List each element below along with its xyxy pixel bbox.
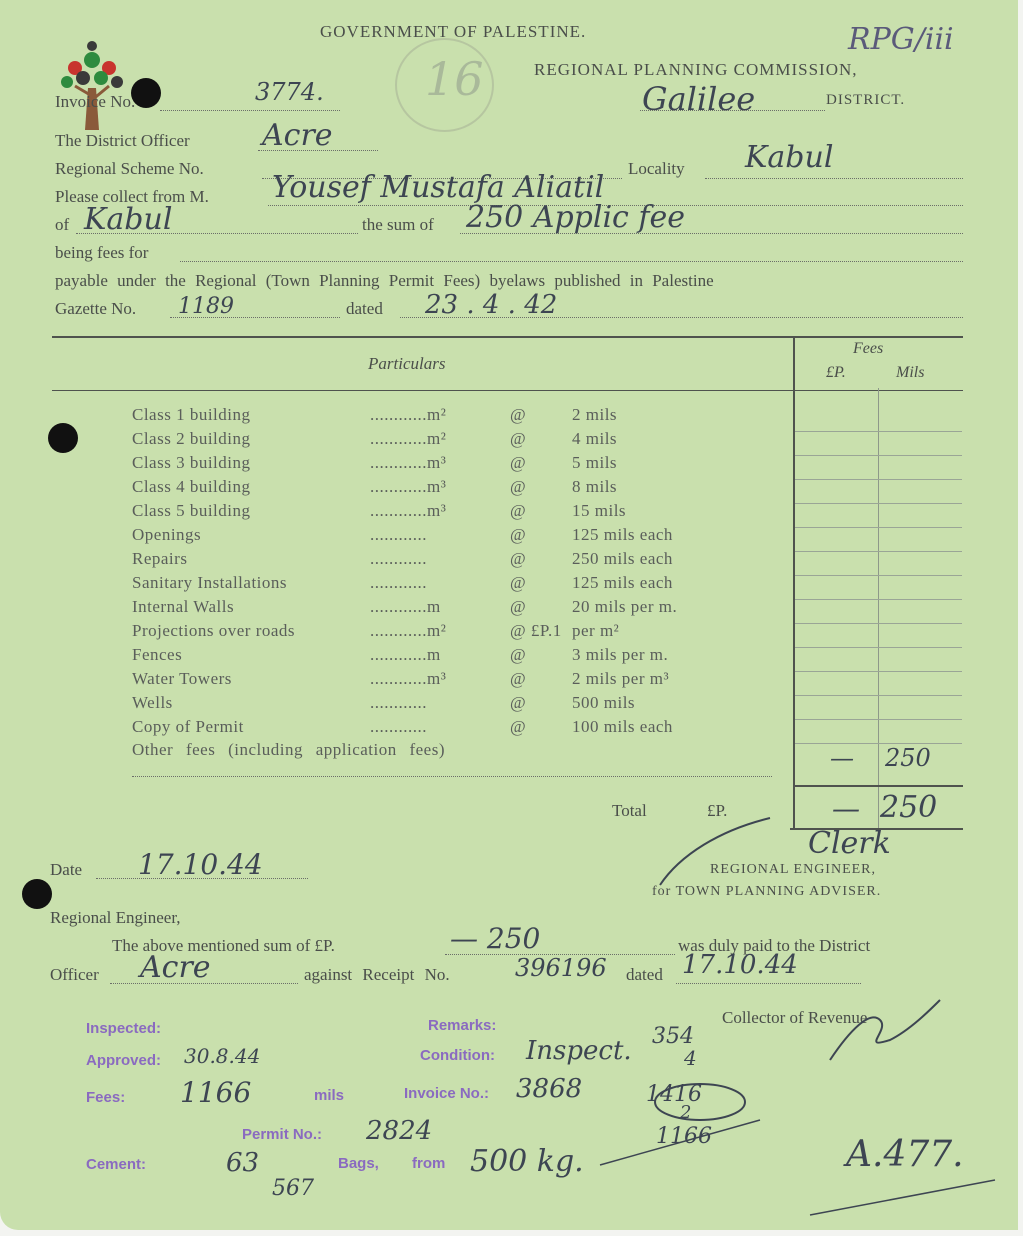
total-lp: — bbox=[832, 792, 860, 825]
stamp-bags-value: 500 kg. bbox=[470, 1144, 584, 1179]
fees-cell-divider bbox=[795, 551, 962, 552]
row-at: @ £P.1 bbox=[510, 621, 562, 640]
mils-header: Mils bbox=[896, 364, 925, 381]
receipt-addressee: Regional Engineer, bbox=[50, 908, 181, 927]
row-at: @ bbox=[510, 501, 527, 520]
row-unit: ............m² bbox=[370, 405, 447, 424]
fees-cell-divider bbox=[795, 575, 962, 576]
of-place-value: Kabul bbox=[84, 202, 173, 237]
table-top-rule bbox=[52, 336, 963, 338]
district-label: DISTRICT. bbox=[826, 92, 906, 108]
archive-tree-logo bbox=[55, 38, 129, 134]
stamp-cement-label: Cement: bbox=[86, 1156, 147, 1173]
other-fees-mils: 250 bbox=[885, 744, 931, 772]
calc-strokes bbox=[590, 1060, 770, 1170]
row-rate: 3 mils per m. bbox=[572, 645, 669, 664]
row-at: @ bbox=[510, 477, 527, 496]
engineer-title: REGIONAL ENGINEER, bbox=[710, 862, 877, 877]
row-unit: ............m³ bbox=[370, 453, 447, 472]
calc-c: 1416 bbox=[646, 1082, 702, 1107]
row-unit: ............ bbox=[370, 693, 427, 712]
row-item: Repairs bbox=[132, 549, 188, 568]
stamp-mils-label: mils bbox=[314, 1087, 345, 1104]
government-heading: GOVERNMENT OF PALESTINE. bbox=[320, 22, 587, 41]
adviser-title: for TOWN PLANNING ADVISER. bbox=[652, 884, 882, 899]
commission-heading: REGIONAL PLANNING COMMISSION, bbox=[534, 60, 858, 79]
receipt-officer-label: Officer bbox=[50, 965, 99, 984]
row-item: Class 2 building bbox=[132, 429, 251, 448]
row-unit: ............m³ bbox=[370, 477, 447, 496]
punch-hole bbox=[131, 78, 161, 108]
district-officer-label: The District Officer bbox=[55, 131, 190, 150]
row-rate: 8 mils bbox=[572, 477, 618, 496]
fees-for-label: being fees for bbox=[55, 243, 149, 262]
receipt-date: 17.10.44 bbox=[682, 950, 798, 980]
row-unit: ............ bbox=[370, 717, 427, 736]
total-mils: 250 bbox=[880, 790, 938, 825]
row-rate: 2 mils bbox=[572, 405, 618, 424]
total-currency: £P. bbox=[707, 801, 728, 820]
total-top-rule bbox=[793, 785, 963, 787]
calc-d: 2 bbox=[680, 1102, 692, 1123]
row-unit: ............m bbox=[370, 597, 441, 616]
row-rate: 125 mils each bbox=[572, 573, 673, 592]
locality-label: Locality bbox=[628, 159, 685, 178]
collect-from-value: Yousef Mustafa Aliatil bbox=[272, 170, 605, 205]
stamp-approved-label: Approved: bbox=[86, 1052, 161, 1069]
receipt-text-1: The above mentioned sum of £P. bbox=[112, 936, 335, 955]
row-item: Class 3 building bbox=[132, 453, 251, 472]
row-unit: ............ bbox=[370, 549, 427, 568]
gazette-label: Gazette No. bbox=[55, 299, 137, 318]
fees-cell-divider bbox=[795, 671, 962, 672]
sum-value: 250 Applic fee bbox=[466, 200, 686, 235]
corner-reference: RPG/iii bbox=[848, 22, 954, 57]
collector-label: Collector of Revenue bbox=[722, 1008, 868, 1027]
of-label: of bbox=[55, 215, 70, 234]
row-item: Openings bbox=[132, 525, 202, 544]
row-at: @ bbox=[510, 429, 527, 448]
fees-cell-divider bbox=[795, 647, 962, 648]
invoice-label: Invoice No. bbox=[55, 92, 136, 111]
stamp-condition-label: Condition: bbox=[420, 1047, 495, 1064]
receipt-dated-label: dated bbox=[626, 965, 663, 984]
row-unit: ............m² bbox=[370, 429, 447, 448]
row-item: Class 4 building bbox=[132, 477, 251, 496]
stamp-approved-value: 30.8.44 bbox=[184, 1044, 261, 1068]
fees-cell-divider bbox=[795, 431, 962, 432]
row-unit: ............ bbox=[370, 573, 427, 592]
stamp-cement-value: 63 bbox=[226, 1148, 260, 1178]
row-at: @ bbox=[510, 669, 527, 688]
stamp-remarks-label: Remarks: bbox=[428, 1017, 497, 1034]
gazette-number: 1189 bbox=[178, 294, 234, 319]
fees-cell-divider bbox=[795, 719, 962, 720]
engineer-signature: Clerk bbox=[808, 826, 891, 861]
row-item: Internal Walls bbox=[132, 597, 235, 616]
locality-value: Kabul bbox=[745, 140, 834, 175]
fees-cell-divider bbox=[795, 695, 962, 696]
row-at: @ bbox=[510, 573, 527, 592]
scheme-label: Regional Scheme No. bbox=[55, 159, 204, 178]
fees-cell-divider bbox=[795, 455, 962, 456]
row-item: Copy of Permit bbox=[132, 717, 244, 736]
row-at: @ bbox=[510, 453, 527, 472]
fees-cell-divider bbox=[795, 479, 962, 480]
other-fees-lp: — bbox=[830, 744, 854, 772]
row-rate: 5 mils bbox=[572, 453, 618, 472]
punch-hole bbox=[48, 423, 78, 453]
row-at: @ bbox=[510, 645, 527, 664]
particulars-header: Particulars bbox=[368, 354, 446, 373]
fees-cell-divider bbox=[795, 527, 962, 528]
fees-cell-divider bbox=[795, 599, 962, 600]
fees-cell-divider bbox=[795, 503, 962, 504]
collect-label: Please collect from M. bbox=[55, 187, 209, 206]
row-rate: 2 mils per m³ bbox=[572, 669, 670, 688]
row-at: @ bbox=[510, 405, 527, 424]
stamp-inspected-label: Inspected: bbox=[86, 1020, 162, 1037]
gazette-date: 23 . 4 . 42 bbox=[425, 290, 558, 320]
row-rate: 100 mils each bbox=[572, 717, 673, 736]
payable-text: payable under the Regional (Town Planning Permit Fees) byelaws published in Palestine bbox=[55, 271, 714, 290]
row-at: @ bbox=[510, 597, 527, 616]
row-rate: 4 mils bbox=[572, 429, 618, 448]
row-item: Class 1 building bbox=[132, 405, 251, 424]
fees-column-rule bbox=[793, 336, 795, 830]
date-label: Date bbox=[50, 860, 83, 879]
row-rate: per m² bbox=[572, 621, 620, 640]
signature-flourish bbox=[650, 810, 800, 890]
row-item: Projections over roads bbox=[132, 621, 296, 640]
gazette-dated-label: dated bbox=[346, 299, 383, 318]
folio-number: 16 bbox=[425, 52, 484, 106]
receipt-officer-value: Acre bbox=[140, 950, 211, 985]
row-unit: ............ bbox=[370, 525, 427, 544]
fees-cell-divider bbox=[795, 623, 962, 624]
stamp-permit-label: Permit No.: bbox=[242, 1126, 323, 1143]
row-rate: 500 mils bbox=[572, 693, 636, 712]
district-officer-value: Acre bbox=[262, 118, 333, 153]
stamp-condition-value: Inspect. bbox=[526, 1036, 632, 1066]
stamp-bags-label: Bags, bbox=[338, 1155, 379, 1172]
row-rate: 125 mils each bbox=[572, 525, 673, 544]
stamp-from-label: from bbox=[412, 1155, 446, 1172]
row-at: @ bbox=[510, 549, 527, 568]
archive-underline bbox=[800, 1170, 1000, 1220]
row-unit: ............m³ bbox=[370, 501, 447, 520]
stamp-invoice-label: Invoice No.: bbox=[404, 1085, 490, 1102]
row-rate: 250 mils each bbox=[572, 549, 673, 568]
row-unit: ............m² bbox=[370, 621, 447, 640]
stamp-permit-value: 2824 bbox=[366, 1116, 433, 1146]
row-item: Class 5 building bbox=[132, 501, 251, 520]
row-unit: ............m bbox=[370, 645, 441, 664]
total-label: Total bbox=[612, 801, 647, 820]
calc-result: 1166 bbox=[656, 1124, 712, 1149]
receipt-number: 396196 bbox=[515, 954, 607, 982]
row-rate: 20 mils per m. bbox=[572, 597, 678, 616]
row-item: Water Towers bbox=[132, 669, 232, 688]
sum-label: the sum of bbox=[362, 215, 434, 234]
lp-header: £P. bbox=[826, 364, 846, 381]
fees-cell-divider bbox=[795, 743, 962, 744]
row-rate: 15 mils bbox=[572, 501, 627, 520]
punch-hole bbox=[22, 879, 52, 909]
other-fees-label: Other fees (including application fees) bbox=[132, 740, 446, 759]
mils-column-rule bbox=[878, 388, 879, 828]
row-at: @ bbox=[510, 717, 527, 736]
calc-a: 354 bbox=[652, 1024, 694, 1049]
receipt-text-2: was duly paid to the District bbox=[678, 936, 871, 955]
row-at: @ bbox=[510, 525, 527, 544]
archive-reference: A.477. bbox=[846, 1134, 964, 1175]
date-value: 17.10.44 bbox=[138, 848, 263, 881]
row-item: Sanitary Installations bbox=[132, 573, 288, 592]
receipt-against-label: against Receipt No. bbox=[304, 965, 450, 984]
row-at: @ bbox=[510, 693, 527, 712]
invoice-number: 3774. bbox=[255, 78, 324, 106]
calc-b: 4 bbox=[684, 1046, 697, 1070]
collector-signature bbox=[820, 990, 950, 1070]
row-item: Wells bbox=[132, 693, 173, 712]
stamp-fees-value: 1166 bbox=[180, 1076, 252, 1109]
stamp-fees-label: Fees: bbox=[86, 1089, 126, 1106]
fees-header: Fees bbox=[853, 340, 884, 357]
receipt-amount: — 250 bbox=[450, 922, 541, 955]
table-header-rule bbox=[52, 390, 963, 391]
row-unit: ............m³ bbox=[370, 669, 447, 688]
stamp-invoice-value: 3868 bbox=[516, 1074, 583, 1104]
district-value: Galilee bbox=[642, 80, 756, 118]
stamp-cement-extra: 567 bbox=[272, 1176, 314, 1201]
row-item: Fences bbox=[132, 645, 183, 664]
